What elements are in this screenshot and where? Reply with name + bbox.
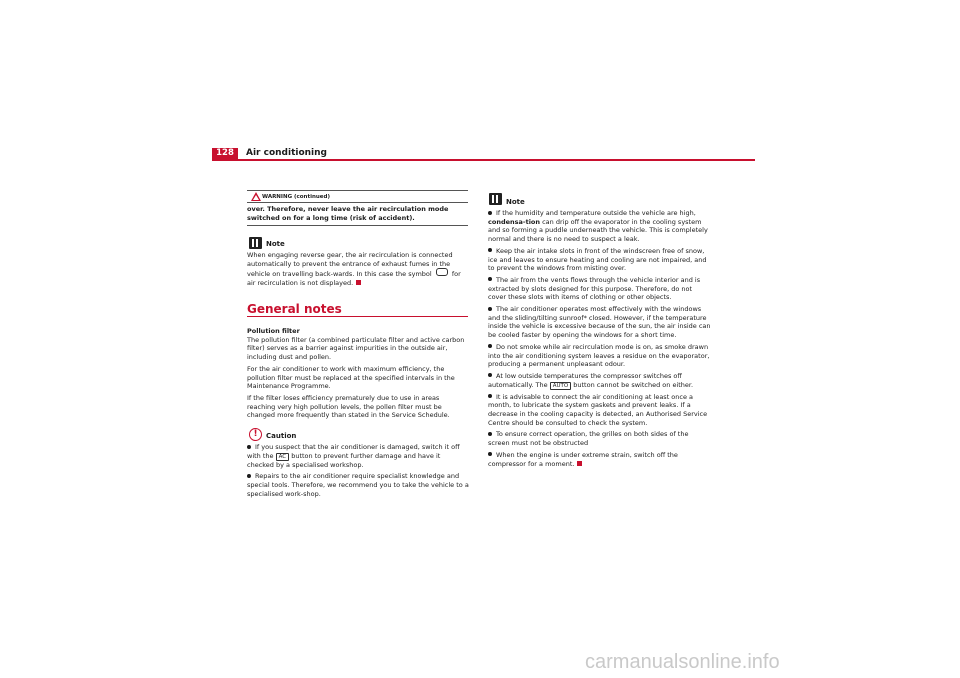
caution-icon: !	[249, 428, 262, 441]
page-title: Air conditioning	[246, 148, 327, 158]
end-mark-icon	[577, 461, 582, 466]
caution-label: Caution	[266, 432, 297, 440]
item-text: Do not smoke while air recirculation mode is on, as smoke drawn into the air conditioning system leaves a residue on the evaporator, producing a permanent unpleasant odour.	[488, 342, 710, 369]
bullet-icon	[488, 394, 492, 398]
recirculation-icon	[436, 268, 448, 276]
note-text	[247, 251, 469, 291]
item-text: button to prevent further damage and have it checked by a specialised workshop.	[247, 451, 441, 469]
bullet-icon	[488, 307, 492, 311]
item-text: If you suspect that the air conditioner is damaged, switch it off with the	[247, 443, 460, 460]
note-icon	[249, 237, 262, 249]
list-item	[488, 372, 711, 390]
item-text: button cannot be switched on either.	[573, 380, 694, 389]
bullet-icon	[488, 373, 492, 377]
note-label: Note	[266, 240, 285, 248]
item-text: The air from the vents flows through the vehicle interior and is extracted by slots designed for this purpose. Therefore, do not cover these slots with items of clothing or other objects.	[488, 275, 701, 302]
list-item	[247, 443, 469, 469]
bullet-icon	[488, 248, 492, 252]
item-text: The	[535, 380, 548, 389]
item-text: The air conditioner operates most effectively with the windows and the sliding/tilting sunroof* closed. However, if the temperature inside the vehicle is excessive because of the sun, the air inside can be cooled faster by opening the windows for a short time.	[488, 305, 711, 340]
section-rule	[247, 316, 468, 317]
note-text-part: When engaging reverse gear, the air recirculation is connected automatically to prevent the entrance of exhaust fumes in the vehicle on travelling back-wards. In this case the symbol	[247, 251, 453, 279]
item-text: Repairs to the air conditioner require specialist knowledge and special tools. Therefore, we recommend you to take the vehicle to a specialised work-shop.	[247, 472, 469, 498]
bullet-icon	[488, 277, 492, 281]
list-item	[488, 343, 711, 369]
item-text: At low outside temperatures the compressor switches off automatically.	[488, 371, 682, 389]
warning-text: over. Therefore, never leave the air recirculation mode switched on for a long time (risk of accident).	[247, 205, 449, 222]
warning-triangle-inner	[253, 195, 259, 200]
caution-list	[247, 443, 469, 502]
list-item	[247, 472, 469, 498]
auto-button-symbol: AUTO	[550, 382, 571, 390]
note-text-part: for air recirculation is not displayed.	[247, 270, 461, 288]
item-text: Keep the air intake slots in front of the windscreen free of snow, ice and leaves to ensure heating and cooling are not impaired, and to prevent the windows from misting over.	[488, 246, 707, 273]
bullet-icon	[488, 211, 492, 215]
note-label: Note	[506, 198, 525, 206]
ac-button-symbol: AC	[276, 453, 290, 461]
note-icon	[489, 193, 502, 205]
warning-label: WARNING (continued)	[262, 194, 330, 200]
end-mark-icon	[356, 280, 361, 285]
list-item	[488, 247, 711, 273]
list-item	[488, 393, 711, 428]
header-rule	[212, 159, 755, 161]
list-item	[488, 305, 711, 340]
item-text-bold: condensa-tion	[488, 217, 541, 226]
item-text: can drip off the evaporator in the cooling system and so forming a puddle underneath the vehicle. This is completely normal and there is no need to suspect a leak.	[488, 217, 708, 244]
note-list	[488, 209, 711, 471]
section-title: General notes	[247, 302, 342, 316]
list-item	[488, 276, 711, 302]
paragraph: If the filter loses efficiency prematurely due to use in areas reaching very high pollution levels, the pollen filter must be changed more frequently than stated in the Service Schedule.	[247, 393, 450, 420]
bullet-icon	[247, 474, 251, 478]
bullet-icon	[488, 432, 492, 436]
watermark: carmanualsonline.info	[585, 651, 780, 673]
item-text: To ensure correct operation, the grilles on both sides of the screen must not be obstructed	[488, 430, 689, 448]
item-text: It is advisable to connect the air conditioning at least once a month, to lubricate the system gaskets and prevent leaks. If a decrease in the cooling capacity is detected, an Authorised Service Centre should be consulted to check the system.	[488, 392, 708, 427]
list-item	[488, 451, 711, 468]
paragraph: For the air conditioner to work with maximum efficiency, the pollution filter must be replaced at the specified intervals in the Maintenance Programme.	[247, 364, 455, 391]
pollution-filter-section	[247, 327, 469, 423]
item-text: If the humidity and temperature outside the vehicle are high,	[496, 209, 696, 217]
bullet-icon	[488, 452, 492, 456]
list-item	[488, 209, 711, 244]
bullet-icon	[247, 445, 251, 449]
list-item	[488, 430, 711, 447]
item-text: When the engine is under extreme strain, switch off the compressor for a moment.	[488, 450, 678, 468]
pollution-heading: Pollution filter	[247, 327, 300, 335]
bullet-icon	[488, 344, 492, 348]
page-number: 128	[212, 148, 238, 159]
paragraph: The pollution filter (a combined particulate filter and active carbon filter) serves as a barrier against impurities in the outside air, including dust and pollen.	[247, 335, 465, 362]
